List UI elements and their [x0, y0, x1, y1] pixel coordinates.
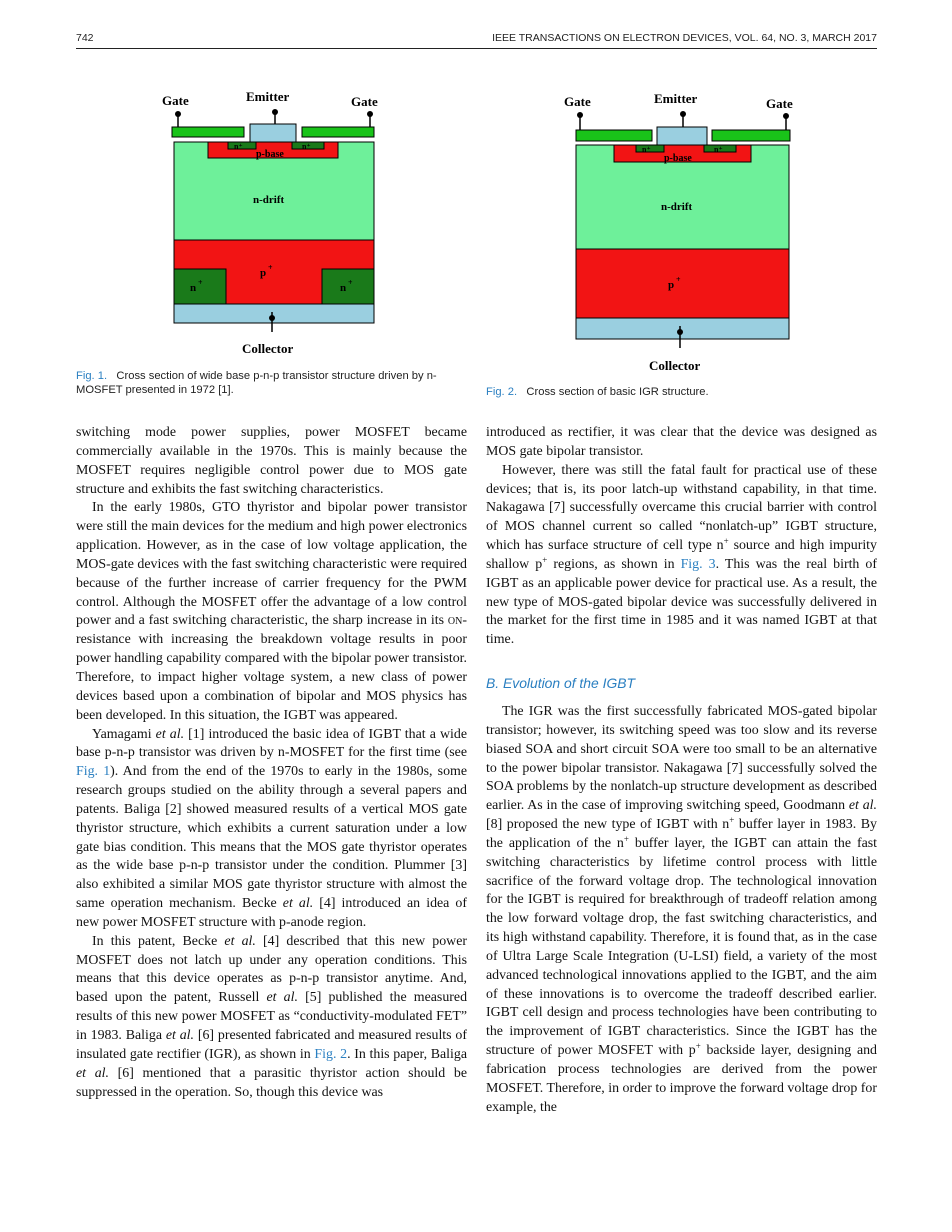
- fig1-n-bottom-left-label: n: [190, 282, 197, 294]
- journal-title: IEEE TRANSACTIONS ON ELECTRON DEVICES, VOL. 64, NO. 3, MARCH 2017: [492, 32, 877, 44]
- right-column: [486, 424, 877, 1118]
- fig2-n-drift-label: n-drift: [661, 201, 693, 213]
- fig2-collector: [576, 318, 789, 339]
- fig1-gate-left-label: Gate: [162, 93, 189, 108]
- fig2-n-plus-top-left: n⁺: [642, 145, 651, 154]
- figure-2: [552, 86, 812, 381]
- left-column: [76, 424, 467, 1102]
- left-paragraph-4: In this patent, Becke et al. [4] described that this new power MOSFET does not latch up under any operation conditions. This means that this device operates as p-n-p transistor anytime. And, based upon the patent, Russell et al. [5] published the measured results of this new power MOSFET as “conductivity-modulated FET” in 1983. Baliga et al. [6] presented fabricated and measured results of insulated gate rectifier (IGR), as shown in Fig. 2. In this paper, Baliga et al. [6] mentioned that a parasitic thyristor action should be suppressed in the operation. So, though this device was: [76, 933, 468, 1100]
- fig1-emitter-label: Emitter: [246, 89, 290, 104]
- right-paragraph-2: However, there was still the fatal fault for practical use of these devices; that is, its poor latch-up withstand capability, in that time. Nakagawa [7] successfully overcame this crucial barrier with control of MOS channel current so called “nonlatch-up” IGBT structure, which has surface structure of cell type n+ source and high impurity shallow p+ regions, as shown in Fig. 3. This was the real birth of IGBT as an applicable power device for practical use. As a result, the new type of MOS-gated bipolar device was successfully delivered in the market for the first time in 1985 and it was named IGBT at that time.: [486, 462, 877, 648]
- fig2-p-base-label: p-base: [664, 153, 692, 164]
- fig2-n-plus-top-right: n⁺: [714, 145, 723, 154]
- fig2-gate-right: [712, 130, 790, 141]
- left-paragraph-3: Yamagami et al. [1] introduced the basic idea of IGBT that a wide base p-n-p transistor was driven by n-MOSFET for the first time (see Fig. 1). And from the end of the 1970s to early in the 1980s, some research groups studied on the ability through a several papers and patents. Baliga [2] showed measured results of a vertical MOS gate thyristor structure, which exhibits a current saturation under a low gate bias condition. This means that the MOS gate thyristor operates as the wide base p-n-p transistor under the condition. Plummer [3] also exhibited a similar MOS gate thyristor structure with almost the same operation mechanism. Becke et al. [4] introduced an idea of new power MOSFET structure with p-anode region.: [76, 726, 468, 930]
- fig1-gate-right-label: Gate: [351, 94, 378, 109]
- fig2-diagram: [552, 86, 812, 381]
- fig2-caption-label: Fig. 2.: [486, 386, 518, 398]
- fig2-caption-text: Cross section of basic IGR structure.: [526, 386, 709, 398]
- fig1-p-base-label: p-base: [256, 149, 284, 160]
- fig2-caption: [486, 385, 877, 399]
- fig3-reference-link[interactable]: Fig. 3: [680, 556, 716, 572]
- figure-1: [150, 86, 410, 361]
- fig1-caption: [76, 369, 467, 397]
- fig2-reference-link[interactable]: Fig. 2: [314, 1046, 348, 1062]
- fig1-n-bottom-right-label: n: [340, 282, 347, 294]
- page-number: 742: [76, 32, 94, 44]
- fig1-p-plus-label: p: [260, 267, 267, 279]
- fig2-collector-label: Collector: [649, 358, 701, 373]
- fig2-p-plus-label: p: [668, 279, 675, 291]
- fig2-p-plus: [576, 249, 789, 318]
- right-paragraph-3: The IGR was the first successfully fabricated MOS-gated bipolar transistor; however, its switching speed was too slow and its reverse biased SOA and short circuit SOA were too small to be an alternative to the power bipolar transistor. Nakagawa [7] successfully solved the SOA problems by the nonlatch-up structure development as described earlier. As in the case of improving switching speed, Goodmann et al. [8] proposed the new type of IGBT with n+ buffer layer in 1983. By the application of the n+ buffer layer, the IGBT can attain the fast switching characteristics by lifetime control process with little sacrifice of the forward voltage drop. The technological innovation for the IGBT is required for breakthrough of tradeoff relation among the low forward voltage drop, the fast switching characteristics, and its high withstand capability. Therefore, it is found that, as in the case of Ultra Large Scale Integration (U-LSI) field, a variety of the most advanced technological innovations applied to the IGBT, and the aim of these innovations is to overcome the tradeoff described earlier. IGBT cell design and process technologies have been contributing to the improvement of IGBT characteristics. Since the IGBT has the structure of power MOSFET with p+ backside layer, designing and fabrication process technologies are derived from the power MOSFET. Therefore, in order to improve the forward voltage drop for example, the: [486, 703, 877, 1115]
- fig2-p-plus-sup: +: [676, 275, 681, 284]
- section-heading: B. Evolution of the IGBT: [486, 675, 636, 692]
- fig1-n-bottom-left-sup: +: [198, 278, 203, 287]
- fig1-collector-label: Collector: [242, 341, 294, 356]
- fig2-emitter-label: Emitter: [654, 91, 698, 106]
- left-paragraph-1: switching mode power supplies, power MOSFET became commercially available in the 1970s. This is mainly because the MOSFET requires negligible control power due to MOS gate structure and exhibits the fast switching characteristics.: [76, 425, 467, 497]
- fig1-reference-link[interactable]: Fig. 1: [76, 764, 111, 780]
- fig1-diagram: [150, 86, 410, 361]
- fig2-gate-left: [576, 130, 652, 141]
- fig1-gate-left: [172, 127, 244, 137]
- fig1-n-bottom-right-sup: +: [348, 278, 353, 287]
- fig1-emitter: [250, 124, 296, 142]
- fig1-n-plus-top-right: n⁺: [302, 142, 311, 151]
- fig1-n-drift-label: n-drift: [253, 194, 285, 206]
- fig1-caption-text: Cross section of wide base p-n-p transistor structure driven by n-MOSFET presented in 1972 [1].: [76, 370, 437, 396]
- fig2-emitter: [657, 127, 707, 145]
- fig1-n-plus-top-left: n⁺: [234, 142, 243, 151]
- fig1-caption-label: Fig. 1.: [76, 370, 108, 382]
- left-paragraph-2: In the early 1980s, GTO thyristor and bipolar power transistor were still the main devices for the medium and high power electronics application. However, as in the case of low voltage application, the MOS-gate devices with the fast switching characteristic were required because of the further increase of carrier frequency for the PWM control. Although the MOSFET offer the advantage of a low control power and a fast switching characteristic, the sharp increase in its on-resistance with increasing the breakdown voltage results in poor power handling capability compared with the bipolar power transistor. Therefore, to impact higher voltage system, a new class of power devices based upon a combination of bipolar and MOS physics has been developed. In this situation, the IGBT was appeared.: [76, 500, 467, 723]
- running-header: [76, 30, 877, 49]
- fig2-gate-right-label: Gate: [766, 96, 793, 111]
- right-paragraph-1: introduced as rectifier, it was clear that the device was designed as MOS gate bipolar transistor.: [486, 425, 877, 459]
- fig2-gate-left-label: Gate: [564, 94, 591, 109]
- fig1-gate-right: [302, 127, 374, 137]
- fig1-p-plus-sup: +: [268, 263, 273, 272]
